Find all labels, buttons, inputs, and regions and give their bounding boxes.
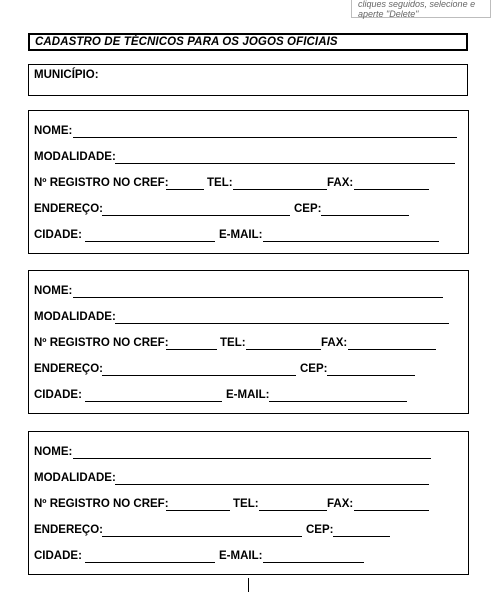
tel-label: TEL:	[233, 498, 259, 510]
cep-label: CEP:	[300, 363, 328, 375]
email-label: E-MAIL:	[219, 550, 263, 562]
cidade-line[interactable]	[85, 241, 215, 242]
tel-label: TEL:	[220, 337, 246, 349]
endereco-line[interactable]	[102, 375, 296, 376]
email-line[interactable]	[263, 241, 439, 242]
modalidade-label: MODALIDADE:	[34, 472, 116, 484]
modalidade-line[interactable]	[115, 323, 449, 324]
endereco-label: ENDEREÇO:	[34, 203, 104, 215]
registro-label: Nº REGISTRO NO CREF:	[34, 337, 169, 349]
endereco-line[interactable]	[102, 215, 290, 216]
form-title-box	[28, 33, 468, 51]
endereco-label: ENDEREÇO:	[34, 524, 104, 536]
technician-card-1	[28, 110, 469, 254]
tel-line[interactable]	[233, 189, 327, 190]
tel-line[interactable]	[259, 510, 327, 511]
registro-line[interactable]	[166, 510, 230, 511]
municipio-label: MUNICÍPIO:	[34, 69, 99, 81]
cidade-label: CIDADE:	[34, 229, 82, 241]
nome-line[interactable]	[73, 137, 457, 138]
modalidade-label: MODALIDADE:	[34, 151, 116, 163]
modalidade-label: MODALIDADE:	[34, 311, 116, 323]
fax-line[interactable]	[354, 189, 429, 190]
modalidade-line[interactable]	[115, 163, 455, 164]
fax-label: FAX:	[327, 177, 354, 189]
cidade-line[interactable]	[85, 401, 222, 402]
cep-label: CEP:	[306, 524, 334, 536]
registro-line[interactable]	[166, 349, 217, 350]
registro-label: Nº REGISTRO NO CREF:	[34, 177, 169, 189]
tel-line[interactable]	[246, 349, 321, 350]
instruction-note: cliques seguidos, selecione e aperte "Delete"	[351, 0, 491, 18]
cidade-line[interactable]	[85, 562, 215, 563]
fax-label: FAX:	[321, 337, 348, 349]
technician-card-3	[28, 431, 469, 575]
cidade-label: CIDADE:	[34, 550, 82, 562]
municipio-box	[28, 64, 468, 96]
email-line[interactable]	[269, 401, 407, 402]
cep-line[interactable]	[333, 536, 390, 537]
cidade-label: CIDADE:	[34, 389, 82, 401]
nome-line[interactable]	[73, 458, 431, 459]
text-cursor-line	[248, 578, 249, 592]
registro-label: Nº REGISTRO NO CREF:	[34, 498, 169, 510]
modalidade-line[interactable]	[115, 484, 429, 485]
fax-label: FAX:	[327, 498, 354, 510]
nome-label: NOME:	[34, 285, 73, 297]
cep-line[interactable]	[321, 215, 409, 216]
nome-label: NOME:	[34, 125, 73, 137]
email-line[interactable]	[263, 562, 364, 563]
email-label: E-MAIL:	[226, 389, 270, 401]
cep-line[interactable]	[327, 375, 415, 376]
endereco-label: ENDEREÇO:	[34, 363, 104, 375]
registro-line[interactable]	[166, 189, 204, 190]
nome-line[interactable]	[73, 297, 443, 298]
nome-label: NOME:	[34, 446, 73, 458]
fax-line[interactable]	[354, 510, 429, 511]
form-title: CADASTRO DE TÉCNICOS PARA OS JOGOS OFICIAIS	[35, 36, 338, 48]
cep-label: CEP:	[294, 203, 322, 215]
technician-card-2	[28, 270, 469, 414]
tel-label: TEL:	[207, 177, 233, 189]
email-label: E-MAIL:	[219, 229, 263, 241]
fax-line[interactable]	[348, 349, 436, 350]
endereco-line[interactable]	[102, 536, 302, 537]
